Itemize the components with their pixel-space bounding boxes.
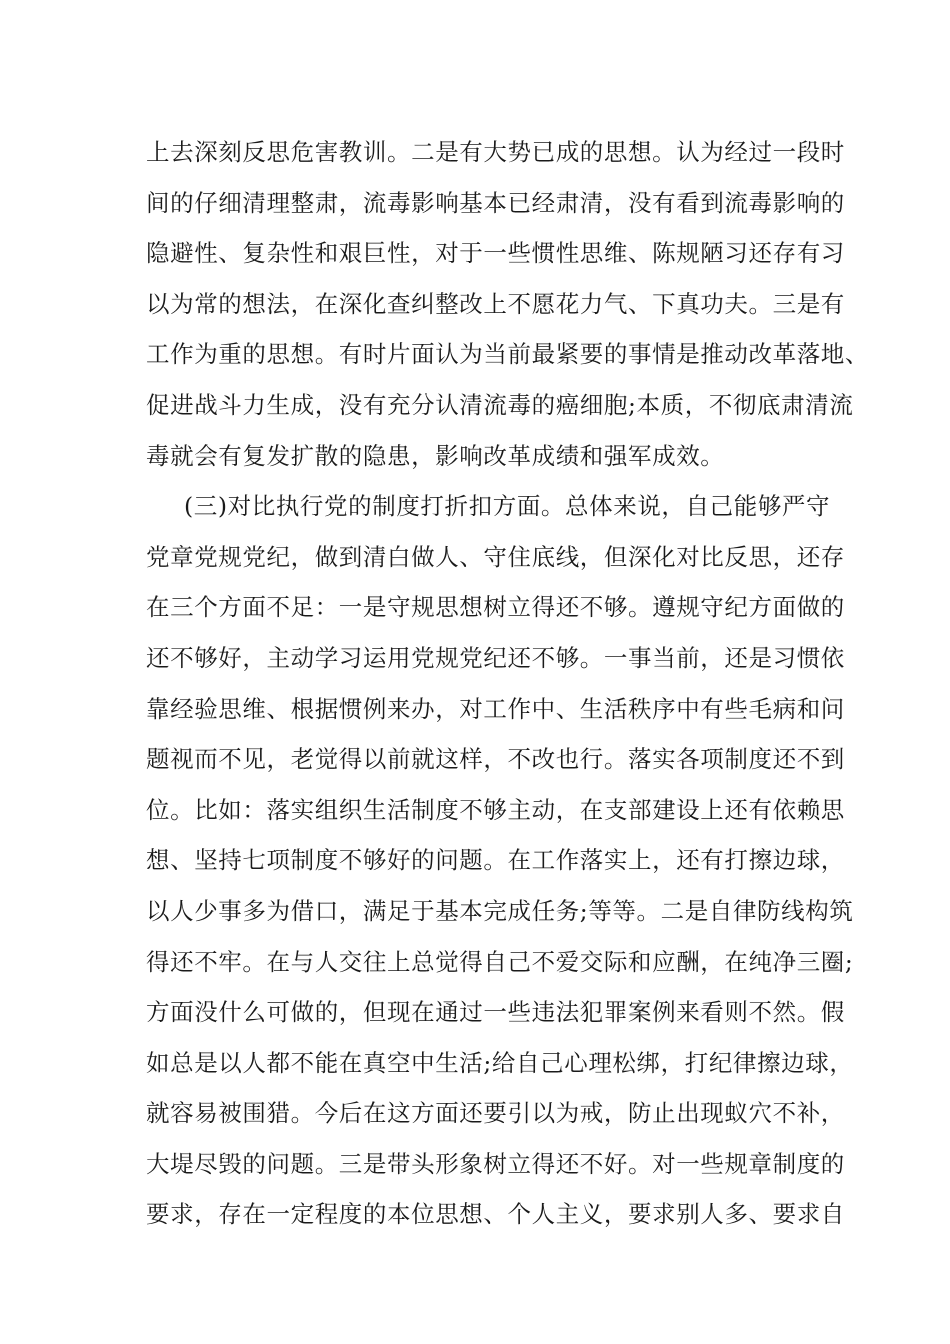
text-line: 隐避性、复杂性和艰巨性，对于一些惯性思维、陈规陋习还存有习 [146,239,845,268]
text-line: 毒就会有复发扩散的隐患，影响改革成绩和强军成效。 [146,441,725,470]
text-line: 大堤尽毁的问题。三是带头形象树立得还不好。对一些规章制度的 [146,1149,845,1178]
text-line: 上去深刻反思危害教训。二是有大势已成的思想。认为经过一段时 [146,138,845,166]
text-line: 得还不牢。在与人交往上总觉得自己不爱交际和应酬，在纯净三圈; [146,947,854,976]
text-line: 要求，存在一定程度的本位思想、个人主义，要求别人多、要求自 [146,1200,845,1229]
text-line: 位。比如：落实组织生活制度不够主动，在支部建设上还有依赖思 [146,795,845,824]
body-text [146,134,869,1247]
text-line: 在三个方面不足：一是守规思想树立得还不够。遵规守纪方面做的 [146,593,845,622]
text-line: 间的仔细清理整肃，流毒影响基本已经肃清，没有看到流毒影响的 [146,188,845,217]
paragraph-start-line: (三)对比执行党的制度打折扣方面。总体来说，自己能够严守 [184,492,831,521]
text-line: 工作为重的思想。有时片面认为当前最紧要的事情是推动改革落地、 [146,340,869,369]
text-line: 以人少事多为借口，满足于基本完成任务;等等。二是自律防线构筑 [146,896,854,925]
text-line: 党章党规党纪，做到清白做人、守住底线，但深化对比反思，还存 [146,542,845,571]
text-line: 以为常的想法，在深化查纠整改上不愿花力气、下真功夫。三是有 [146,289,845,318]
text-line: 促进战斗力生成，没有充分认清流毒的癌细胞;本质，不彻底肃清流 [146,390,854,419]
text-line: 如总是以人都不能在真空中生活;给自己心理松绑，打纪律擦边球， [146,1048,854,1077]
text-line: 方面没什么可做的，但现在通过一些违法犯罪案例来看则不然。假 [146,998,845,1027]
text-line: 靠经验思维、根据惯例来办，对工作中、生活秩序中有些毛病和问 [146,694,845,723]
text-line: 还不够好，主动学习运用党规党纪还不够。一事当前，还是习惯依 [146,643,845,672]
text-line: 就容易被围猎。今后在这方面还要引以为戒，防止出现蚁穴不补， [146,1099,845,1128]
text-line: 想、坚持七项制度不够好的问题。在工作落实上，还有打擦边球， [146,846,845,875]
text-line: 题视而不见，老觉得以前就这样，不改也行。落实各项制度还不到 [146,745,845,774]
